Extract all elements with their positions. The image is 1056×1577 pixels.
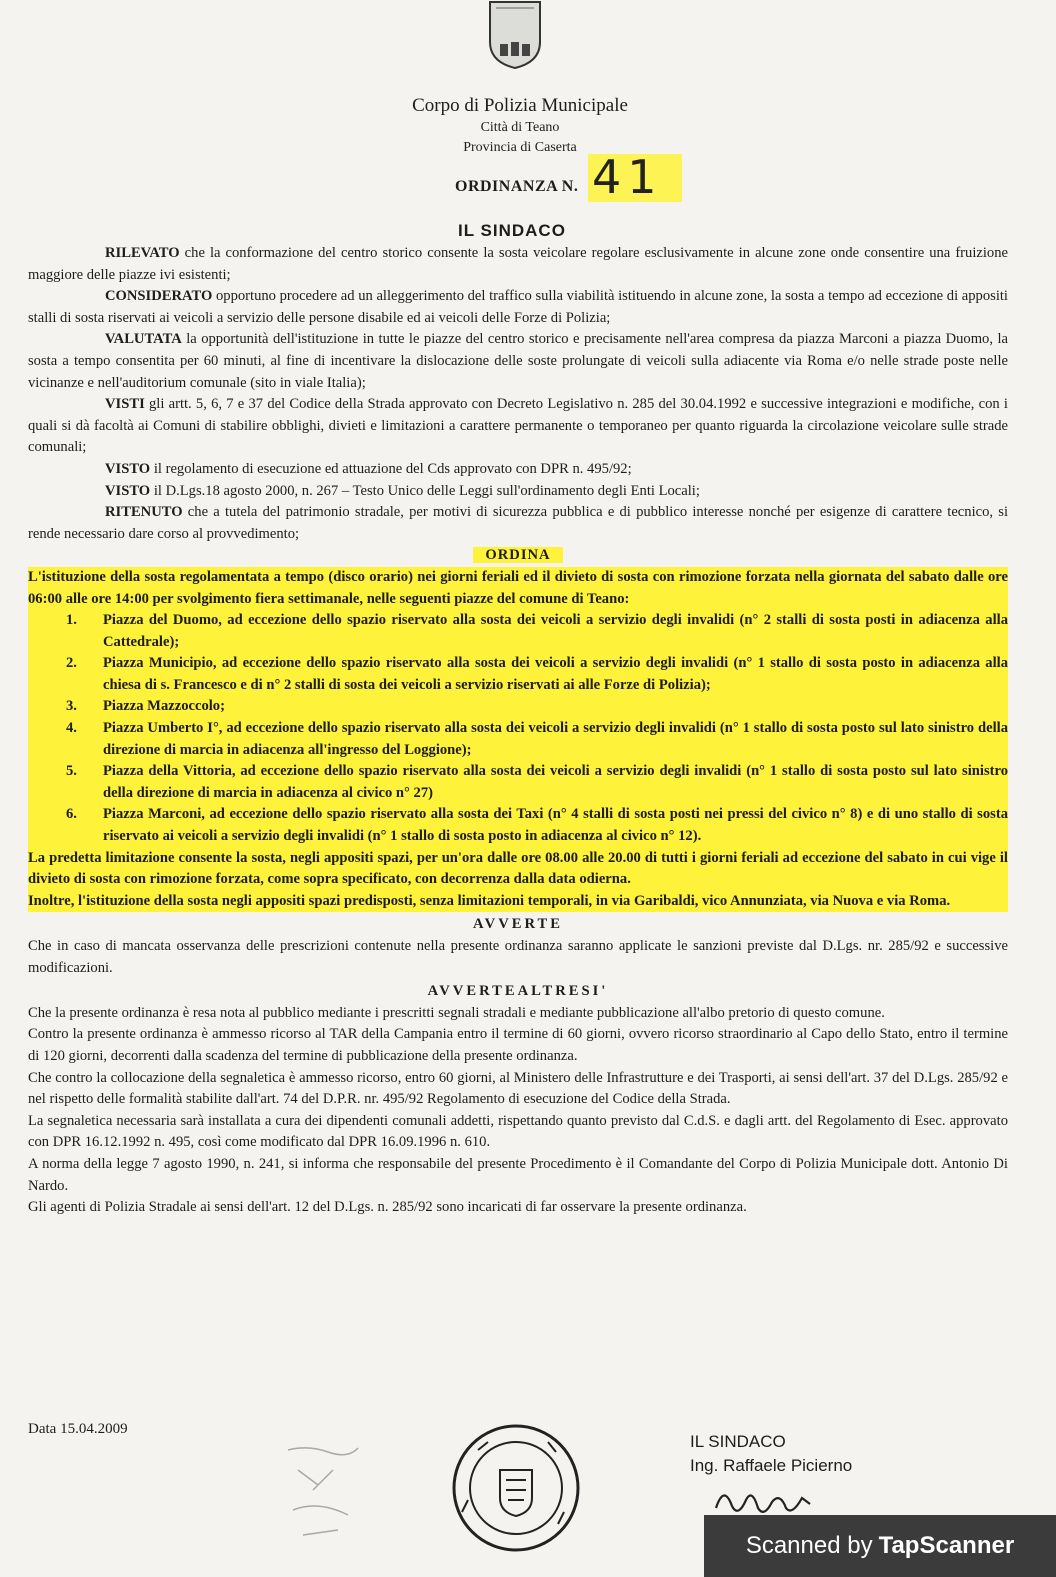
ordina-section — [28, 567, 1008, 913]
ordinance-number: 41 — [592, 150, 663, 204]
preamble-paragraph: RITENUTO che a tutela del patrimonio stradale, per motivi di sicurezza pubblica e di pubblico interesse nonché per esigenze di carattere tecnico, si rende necessario dare corso al provvedimento; — [28, 504, 1008, 542]
document-date: Data 15.04.2009 — [28, 1421, 128, 1437]
avverte-altresi-heading: AVVERTEALTRESI' — [427, 983, 609, 1000]
corps-name: Corpo di Polizia Municipale — [412, 95, 628, 116]
list-item: 4. Piazza Umberto I°, ad eccezione dello spazio riservato alla sosta dei veicoli a servizio degli invalidi (n° 1 stallo di sosta posto sul lato sinistro della direzione di marcia in adiacenza all'ingresso del Loggione); — [28, 718, 1008, 761]
preamble-paragraph: CONSIDERATO opportuno procedere ad un alleggerimento del traffico sulla viabilità istituendo in alcune zone, la sosta a tempo ad eccezione di appositi stalli di sosta riservati ai veicoli a servizio delle persone disabile ed ai veicoli delle Forze di Polizia; — [28, 288, 1008, 326]
list-item: 6. Piazza Marconi, ad eccezione dello spazio riservato alla sosta dei Taxi (n° 4 stalli di sosta posti nei pressi del civico n° 8) e di uno stallo di sosta riservato ai veicoli a servizio degli invalidi (n° 1 stallo di sosta posto in adiacenza al civico n° 12). — [28, 804, 1008, 847]
preamble-paragraph: VISTI gli artt. 5, 6, 7 e 37 del Codice della Strada approvato con Decreto Legislativo n. 285 del 30.04.1992 e successive integrazioni e modifiche, con i quali si dà facoltà ai Comuni di stabilire obblighi, divieti e limitazioni a carattere permanente o temporaneo per quanto riguarda la circolazione veicolare sulle strade comunali; — [28, 396, 1008, 456]
ordinance-label: ORDINANZA N. — [455, 178, 579, 195]
watermark-prefix: Scanned by — [745, 1532, 873, 1559]
list-item: 5. Piazza della Vittoria, ad eccezione dello spazio riservato alla sosta dei veicoli a servizio degli invalidi (n° 1 stallo di sosta posto sul lato sinistro della direzione di marcia in adiacenza al civico n° 27) — [28, 761, 1008, 804]
watermark-brand: TapScanner — [878, 1532, 1015, 1559]
altresi-paragraph: Che contro la collocazione della segnaletica è ammesso ricorso, entro 60 giorni, al Ministero delle Infrastrutture e dei Trasporti, ai sensi dell'art. 37 del D.Lgs. 285/92 e nel rispetto delle formalità stabilite dall'art. 74 del D.P.R. nr. 495/92 Regolamento di esecuzione del Codice della Strada. — [28, 1069, 1008, 1108]
inoltre-paragraph: Inoltre, l'istituzione della sosta negli appositi spazi predisposti, senza limitazioni temporali, in via Garibaldi, vico Annunziata, via Nuova e via Roma. — [28, 891, 1008, 913]
signature-block — [690, 1430, 852, 1478]
piazze-list — [28, 610, 1008, 848]
avverte-heading: AVVERTE — [473, 916, 563, 933]
altresi-paragraph: Che la presente ordinanza è resa nota al pubblico mediante i prescritti segnali stradali e mediante pubblicazione all'albo pretorio di questo comune. — [28, 1004, 885, 1021]
ordina-heading: ORDINA — [28, 545, 1008, 567]
preamble-paragraph: VISTO il D.Lgs.18 agosto 2000, n. 267 – Testo Unico delle Leggi sull'ordinamento degli Enti Locali; — [105, 482, 700, 499]
faint-stamp-icon — [278, 1440, 368, 1550]
altresi-paragraph: Gli agenti di Polizia Stradale ai sensi dell'art. 12 del D.Lgs. n. 285/92 sono incaricati di far osservare la presente ordinanza. — [28, 1199, 747, 1216]
list-item: 1. Piazza del Duomo, ad eccezione dello spazio riservato alla sosta dei veicoli a servizio degli invalidi (n° 2 stalli di sosta posti in adiacenza alla Cattedrale); — [28, 610, 1008, 653]
ordina-intro: L'istituzione della sosta regolamentata a tempo (disco orario) nei giorni feriali ed il divieto di sosta con rimozione forzata nella giornata del sabato dalle ore 06:00 alle ore 14:00 per svolgimento fiera settimanale, nelle seguenti piazze del comune di Teano: — [28, 567, 1008, 610]
document-body — [28, 243, 1008, 1219]
scanner-watermark — [704, 1515, 1056, 1577]
avverte-paragraph: Che in caso di mancata osservanza delle prescrizioni contenute nella presente ordinanza saranno applicate le sanzioni previste dal D.Lgs. nr. 285/92 e successive modificazioni. — [28, 938, 1008, 976]
preamble-paragraph: VALUTATA la opportunità dell'istituzione in tutte le piazze del centro storico e precisamente nell'area compresa da piazza Marconi a piazza Duomo, la sosta a tempo consentita per 60 minuti, al fine di incentivare la dislocazione delle soste prolungate di veicoli sulla adiacente via Roma e/o nelle strade poste nelle vicinanze e nell'auditorium comunale (sito in viale Italia); — [28, 331, 1008, 391]
document-title: IL SINDACO — [458, 221, 566, 240]
official-seal-icon — [448, 1420, 584, 1556]
preamble-paragraph: RILEVATO che la conformazione del centro storico consente la sosta veicolare regolare esclusivamente in alcune zone onde consentire una fruizione maggiore delle piazze ivi esistenti; — [28, 245, 1008, 283]
limitation-paragraph: La predetta limitazione consente la sosta, negli appositi spazi, per un'ora dalle ore 08.00 alle 20.00 di tutti i giorni feriali ad eccezione del sabato in cui vige il divieto di sosta con rimozione forzata, come sopra specificato, con decorrenza dalla data odierna. — [28, 848, 1008, 891]
coat-of-arms-icon — [486, 0, 544, 70]
preamble-paragraph: VISTO il regolamento di esecuzione ed attuazione del Cds approvato con DPR n. 495/92; — [105, 460, 632, 477]
altresi-paragraph: Contro la presente ordinanza è ammesso ricorso al TAR della Campania entro il termine di 60 giorni, ovvero ricorso straordinario al Capo dello Stato, entro il termine di 120 giorni, decorrenti dalla scadenza del termine di pubblicazione della presente ordinanza. — [28, 1026, 1008, 1064]
province-name: Provincia di Caserta — [463, 140, 577, 155]
list-item: 3. Piazza Mazzoccolo; — [28, 696, 1008, 718]
altresi-paragraph: La segnaletica necessaria sarà installata a cura dei dipendenti comunali addetti, rispettando quanto previsto dal C.d.S. e dagli artt. del Regolamento di Esec. approvato con DPR 16.12.1992 n. 495, così come modificato dal DPR 16.09.1996 n. 610. — [28, 1112, 1008, 1151]
city-name: Città di Teano — [480, 120, 560, 135]
signature-role: IL SINDACO — [690, 1432, 786, 1451]
signature-name: Ing. Raffaele Picierno — [690, 1456, 853, 1475]
altresi-paragraph: A norma della legge 7 agosto 1990, n. 241, si informa che responsabile del presente Procedimento è il Comandante del Corpo di Polizia Municipale dott. Antonio Di Nardo. — [28, 1155, 1008, 1194]
list-item: 2. Piazza Municipio, ad eccezione dello spazio riservato alla sosta dei veicoli a servizio degli invalidi (n° 1 stallo di sosta posto in adiacenza alla chiesa di s. Francesco e di n° 2 stalli di sosta dei veicoli a servizio riservati ai alle Forze di Polizia); — [28, 653, 1008, 696]
